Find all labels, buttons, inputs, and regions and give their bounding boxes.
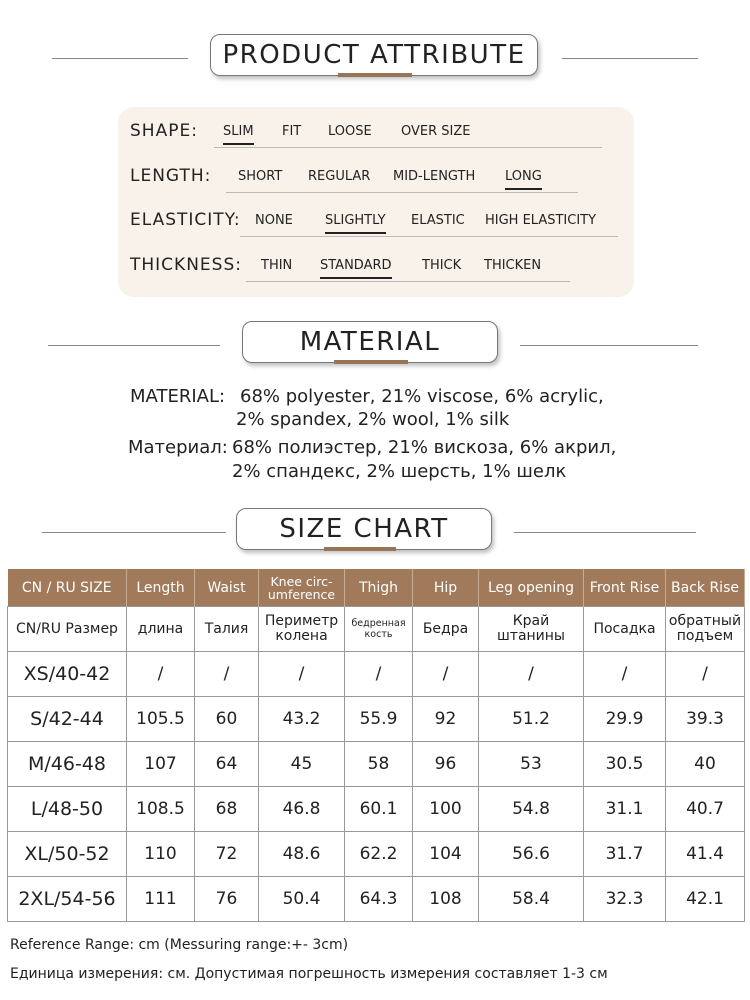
attr-option: ELASTIC [411, 213, 465, 228]
ru-header-cell: длина [127, 607, 195, 652]
section-title: MATERIAL [242, 321, 498, 363]
value-cell: 31.1 [584, 787, 666, 832]
material-text-en-2: 2% spandex, 2% wool, 1% silk [236, 409, 510, 430]
attr-option: THICKEN [484, 258, 542, 273]
table-row [8, 742, 745, 787]
size-cell: S/42-44 [8, 697, 127, 742]
material-text-ru-2: 2% спандекс, 2% шерсть, 1% шелк [232, 461, 567, 482]
value-cell: 107 [127, 742, 195, 787]
section-title: PRODUCT ATTRIBUTE [210, 34, 538, 76]
value-cell: 96 [413, 742, 479, 787]
ru-header-cell: бедренная кость [345, 607, 413, 652]
attr-label: SHAPE: [130, 121, 198, 141]
value-cell: 46.8 [259, 787, 345, 832]
value-cell: / [127, 652, 195, 697]
reference-note-en: Reference Range: cm (Messuring range:+- 3cm) [10, 937, 349, 953]
header-cell: Length [127, 569, 195, 607]
value-cell: 53 [479, 742, 584, 787]
attr-option: SLIGHTLY [325, 213, 386, 228]
reference-note-ru: Единица измерения: см. Допустимая погрешность измерения составляет 1-3 см [10, 966, 608, 982]
table-row [8, 877, 745, 922]
table-row [8, 832, 745, 877]
size-cell: M/46-48 [8, 742, 127, 787]
divider-right [562, 58, 698, 59]
value-cell: / [666, 652, 745, 697]
attribute-box [118, 107, 634, 297]
divider-right [514, 532, 696, 533]
value-cell: 32.3 [584, 877, 666, 922]
value-cell: / [259, 652, 345, 697]
value-cell: 60 [195, 697, 259, 742]
attr-option: HIGH ELASTICITY [485, 213, 597, 228]
size-chart-header [0, 508, 750, 558]
material-label-ru: Материал: [128, 437, 228, 458]
value-cell: 43.2 [259, 697, 345, 742]
header-cell: Thigh [345, 569, 413, 607]
value-cell: 39.3 [666, 697, 745, 742]
value-cell: 30.5 [584, 742, 666, 787]
ru-header-cell: Посадка [584, 607, 666, 652]
value-cell: 50.4 [259, 877, 345, 922]
attr-row-thickness [118, 253, 634, 283]
value-cell: 31.7 [584, 832, 666, 877]
value-cell: 76 [195, 877, 259, 922]
table-row [8, 787, 745, 832]
value-cell: 29.9 [584, 697, 666, 742]
value-cell: 56.6 [479, 832, 584, 877]
value-cell: 51.2 [479, 697, 584, 742]
value-cell: 58 [345, 742, 413, 787]
attr-row-length [118, 164, 634, 194]
row-underline [246, 281, 570, 282]
size-chart-table [7, 569, 745, 922]
header-row-en [8, 569, 745, 607]
value-cell: 45 [259, 742, 345, 787]
value-cell: 108.5 [127, 787, 195, 832]
attr-option: STANDARD [320, 258, 392, 273]
value-cell: 110 [127, 832, 195, 877]
value-cell: 54.8 [479, 787, 584, 832]
attr-label: THICKNESS: [130, 255, 242, 275]
table-row [8, 652, 745, 697]
value-cell: 64.3 [345, 877, 413, 922]
attr-option: THICK [422, 258, 462, 273]
section-title: SIZE CHART [236, 508, 492, 550]
size-cell: XL/50-52 [8, 832, 127, 877]
attr-label: LENGTH: [130, 166, 212, 186]
value-cell: / [413, 652, 479, 697]
header-cell: Hip [413, 569, 479, 607]
ru-header-cell: Край штанины [479, 607, 584, 652]
attr-label: ELASTICITY: [130, 210, 241, 230]
ru-header-cell: Бедра [413, 607, 479, 652]
row-underline [240, 236, 618, 237]
attr-option: OVER SIZE [401, 124, 471, 139]
value-cell: 42.1 [666, 877, 745, 922]
value-cell: / [584, 652, 666, 697]
material-label-en: MATERIAL: [130, 386, 226, 407]
title-accent [338, 73, 412, 77]
attr-option: SLIM [223, 124, 254, 139]
row-underline [214, 147, 602, 148]
attr-option: SHORT [238, 169, 283, 184]
material-header [0, 321, 750, 371]
value-cell: 40 [666, 742, 745, 787]
value-cell: 105.5 [127, 697, 195, 742]
header-cell: CN / RU SIZE [8, 569, 127, 607]
value-cell: 48.6 [259, 832, 345, 877]
size-cell: 2XL/54-56 [8, 877, 127, 922]
header-cell: Leg opening [479, 569, 584, 607]
ru-header-cell: Периметр колена [259, 607, 345, 652]
ru-header-cell: Талия [195, 607, 259, 652]
ru-header-cell: обратный подъем [666, 607, 745, 652]
ru-header-cell: CN/RU Размер [8, 607, 127, 652]
divider-left [52, 58, 188, 59]
value-cell: 58.4 [479, 877, 584, 922]
attr-option: LOOSE [328, 124, 372, 139]
value-cell: / [345, 652, 413, 697]
header-cell: Knee circ-umference [259, 569, 345, 607]
material-text-en-1: 68% polyester, 21% viscose, 6% acrylic, [240, 386, 604, 407]
title-accent [324, 547, 396, 551]
product-attribute-header [0, 34, 750, 84]
value-cell: 40.7 [666, 787, 745, 832]
header-row-ru [8, 607, 745, 652]
value-cell: 72 [195, 832, 259, 877]
value-cell: / [195, 652, 259, 697]
value-cell: 100 [413, 787, 479, 832]
attr-row-shape [118, 119, 634, 149]
value-cell: 92 [413, 697, 479, 742]
attr-option: NONE [255, 213, 293, 228]
value-cell: 41.4 [666, 832, 745, 877]
value-cell: 55.9 [345, 697, 413, 742]
attr-option: FIT [282, 124, 302, 139]
attr-option: LONG [505, 169, 542, 184]
size-cell: L/48-50 [8, 787, 127, 832]
value-cell: / [479, 652, 584, 697]
attr-option: MID-LENGTH [393, 169, 476, 184]
title-accent [334, 360, 408, 364]
divider-left [42, 532, 226, 533]
attr-option: THIN [261, 258, 293, 273]
value-cell: 68 [195, 787, 259, 832]
value-cell: 60.1 [345, 787, 413, 832]
attr-option: REGULAR [308, 169, 371, 184]
value-cell: 64 [195, 742, 259, 787]
value-cell: 62.2 [345, 832, 413, 877]
value-cell: 104 [413, 832, 479, 877]
value-cell: 108 [413, 877, 479, 922]
material-text-ru-1: 68% полиэстер, 21% вискоза, 6% акрил, [232, 437, 617, 458]
header-cell: Back Rise [666, 569, 745, 607]
size-cell: XS/40-42 [8, 652, 127, 697]
header-cell: Front Rise [584, 569, 666, 607]
divider-right [520, 345, 698, 346]
value-cell: 111 [127, 877, 195, 922]
attr-row-elasticity [118, 208, 634, 238]
divider-left [48, 345, 220, 346]
table-row [8, 697, 745, 742]
row-underline [226, 192, 578, 193]
header-cell: Waist [195, 569, 259, 607]
